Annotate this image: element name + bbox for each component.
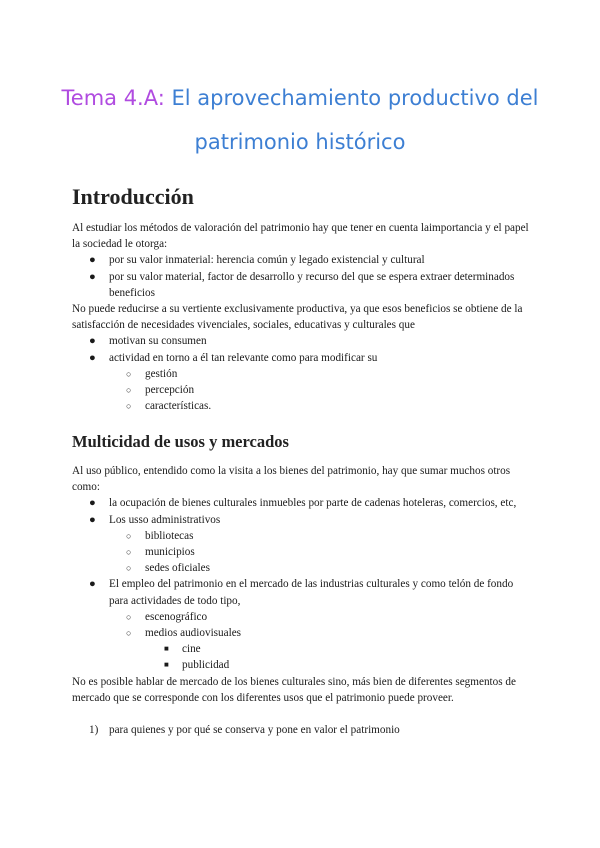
circle-bullet-icon: ○ <box>126 611 132 622</box>
sub-sub-list-item: ■ publicidad <box>72 657 532 673</box>
circle-bullet-icon: ○ <box>126 547 132 558</box>
list-item: ● El empleo del patrimonio en el mercado de las industrias culturales y como telón de fondo para actividades de todo tipo, <box>89 578 514 607</box>
title-prefix: Tema 4.A: <box>61 86 165 110</box>
heading-multicidad: Multicidad de usos y mercados <box>72 432 289 451</box>
sub-sub-list-item: ■ cine <box>72 641 532 657</box>
document-title-line2: patrimonio histórico <box>194 130 406 154</box>
section2-paragraph-2: No es posible hablar de mercado de los bienes culturales sino, más bien de diferentes segmentos de mercado que se corresponde con los diferentes usos que el patrimonio puede proveer. <box>72 675 516 704</box>
intro-bullet-list-2 <box>72 333 532 414</box>
circle-bullet-icon: ○ <box>126 368 132 379</box>
sub-list-item: ○ medios audiovisuales <box>72 625 532 641</box>
section2-body <box>72 463 532 738</box>
list-item: ● actividad en torno a él tan relevante como para modificar su <box>72 350 532 366</box>
circle-bullet-icon: ○ <box>126 530 132 541</box>
circle-bullet-icon: ○ <box>126 401 132 412</box>
circle-bullet-icon: ○ <box>126 385 132 396</box>
section2-paragraph-1: Al uso público, entendido como la visita a los bienes del patrimonio, hay que sumar muchos otros como: <box>72 465 511 494</box>
bullet-icon: ● <box>89 335 96 348</box>
bullet-icon: ● <box>89 254 96 267</box>
section2-bullet-list <box>72 495 532 673</box>
numbered-list <box>72 722 532 738</box>
intro-bullet-list-1 <box>72 252 532 301</box>
list-number: 1) <box>89 724 99 737</box>
sub-list-item: ○ características. <box>72 398 532 414</box>
bullet-icon: ● <box>89 270 96 283</box>
title-rest: El aprovechamiento productivo del <box>164 86 539 110</box>
square-bullet-icon: ■ <box>164 644 169 654</box>
bullet-icon: ● <box>89 513 96 526</box>
intro-section <box>72 220 532 414</box>
list-item: ● motivan su consumen <box>72 333 532 349</box>
sub-list-item: ○ gestión <box>72 366 532 382</box>
circle-bullet-icon: ○ <box>126 563 132 574</box>
sub-list-item: ○ bibliotecas <box>72 528 532 544</box>
document-title-line1 <box>60 78 540 118</box>
circle-bullet-icon: ○ <box>126 628 132 639</box>
sub-list-item: ○ escenográfico <box>72 609 532 625</box>
numbered-list-item: 1) para quienes y por qué se conserva y pone en valor el patrimonio <box>72 722 532 738</box>
bullet-icon: ● <box>89 497 96 510</box>
heading-introduccion: Introducción <box>72 184 194 209</box>
list-item: ● Los usso administrativos <box>72 512 532 528</box>
sub-list-item: ○ percepción <box>72 382 532 398</box>
intro-paragraph-2: No puede reducirse a su vertiente exclusivamente productiva, ya que esos beneficios se obtiene de la satisfacción de necesidades vivenciales, sociales, educativas y culturales que <box>72 303 523 332</box>
bullet-icon: ● <box>89 578 96 591</box>
bullet-icon: ● <box>89 351 96 364</box>
sub-list-item: ○ municipios <box>72 544 532 560</box>
list-item: ● la ocupación de bienes culturales inmuebles por parte de cadenas hoteleras, comercios, etc, <box>72 495 532 511</box>
list-item: ● por su valor material, factor de desarrollo y recurso del que se espera extraer determinados beneficios <box>89 270 515 299</box>
list-item: ● por su valor inmaterial: herencia común y legado existencial y cultural <box>72 252 532 268</box>
sub-list-item: ○ sedes oficiales <box>72 560 532 576</box>
square-bullet-icon: ■ <box>164 660 169 670</box>
intro-paragraph-1: Al estudiar los métodos de valoración del patrimonio hay que tener en cuenta laimportancia y el papel la sociedad le otorga: <box>72 222 529 251</box>
